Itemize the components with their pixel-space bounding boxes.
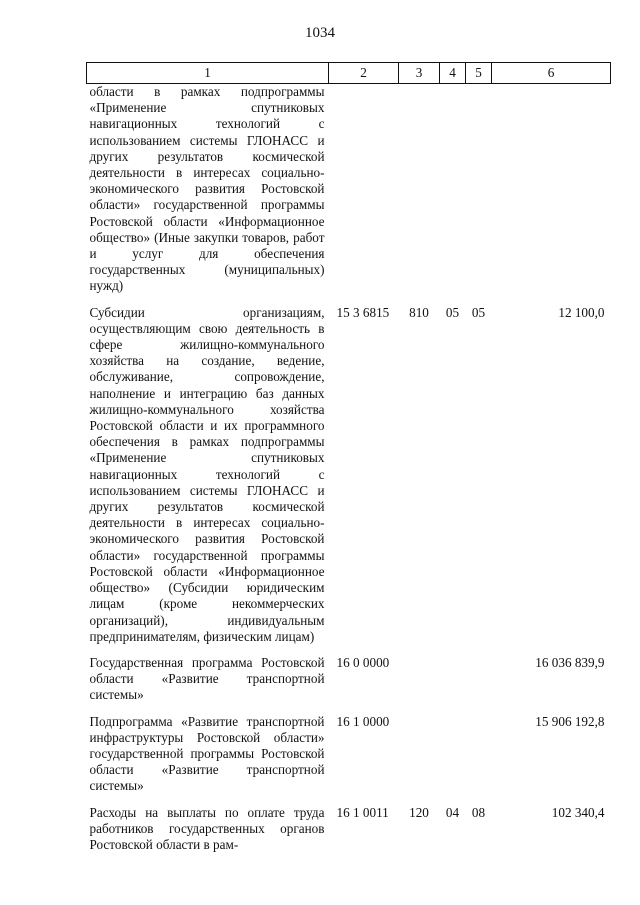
row-name: области в рамках подпрограммы «Применение спутниковых навигационных технологий с использованием системы ГЛОНАСС и других результатов космической деятельности в интересах социально-экономического развития Ростовской области» государственной программы Ростовской области «Информационное общество» (Иные закупки товаров, работ и услуг для обеспечения государственных (муниципальных) нужд) — [89, 84, 325, 294]
row-c5 — [466, 84, 492, 295]
row-code: 15 3 6815 — [336, 304, 390, 320]
row-c4 — [440, 714, 466, 795]
row-c5 — [466, 655, 492, 704]
row-spacer — [87, 795, 611, 805]
row-c3 — [399, 714, 440, 795]
row-name: Государственная программа Ростовской области «Развитие транспортной системы» — [89, 654, 325, 703]
page-number: 1034 — [305, 25, 335, 41]
row-amount: 15 906 192,8 — [535, 713, 605, 729]
table-row — [87, 655, 611, 704]
column-header-4: 4 — [440, 63, 466, 84]
row-code: 16 1 0011 — [336, 804, 389, 820]
table-row — [87, 714, 611, 795]
row-spacer — [87, 645, 611, 655]
row-c3: 810 — [409, 304, 429, 320]
row-spacer — [87, 704, 611, 714]
row-code: 16 0 0000 — [336, 654, 390, 670]
row-c5: 08 — [471, 804, 486, 820]
row-c3 — [399, 84, 440, 295]
budget-table — [86, 62, 611, 853]
row-amount: 16 036 839,9 — [535, 654, 605, 670]
column-header-6: 6 — [492, 63, 611, 84]
table-row — [87, 84, 611, 295]
row-name: Субсидии организациям, осуществляющим свою деятельность в сфере жилищно-коммунального хозяйства на создание, ведение, обслуживание, сопровождение, наполнение и интеграцию баз данных жилищно-коммунального хозяйства Ростовской области и их программного обеспечения в рамках подпрограммы «Применение спутниковых навигационных технологий с использованием системы ГЛОНАСС и других результатов космической деятельности в интересах социально-экономического развития Ростовской области» государственной программы Ростовской области «Информационное общество» (Субсидии юридическим лицам (кроме некоммерческих организаций), индивидуальным предпринимателям, физическим лицам) — [89, 304, 325, 644]
row-c4 — [440, 655, 466, 704]
row-amount — [492, 84, 611, 295]
row-c4: 04 — [445, 804, 460, 820]
row-spacer — [87, 295, 611, 305]
column-header-1: 1 — [87, 63, 329, 84]
row-c5 — [466, 714, 492, 795]
row-name: Подпрограмма «Развитие транспортной инфраструктуры Ростовской области» государственной программы Ростовской области «Развитие транспортной системы» — [89, 713, 325, 794]
row-amount: 12 100,0 — [558, 304, 605, 320]
row-c5: 05 — [471, 304, 486, 320]
row-amount: 102 340,4 — [551, 804, 605, 820]
row-code — [329, 84, 399, 295]
row-code: 16 1 0000 — [336, 713, 390, 729]
column-header-3: 3 — [399, 63, 440, 84]
row-c4 — [440, 84, 466, 295]
row-c4: 05 — [445, 304, 460, 320]
row-c3 — [399, 655, 440, 704]
table-header-row — [87, 63, 611, 84]
row-name: Расходы на выплаты по оплате труда работников государственных органов Ростовской области в рам- — [89, 804, 325, 852]
table-row — [87, 305, 611, 645]
column-header-5: 5 — [466, 63, 492, 84]
row-c3: 120 — [409, 804, 429, 820]
column-header-2: 2 — [329, 63, 399, 84]
table-row — [87, 805, 611, 854]
